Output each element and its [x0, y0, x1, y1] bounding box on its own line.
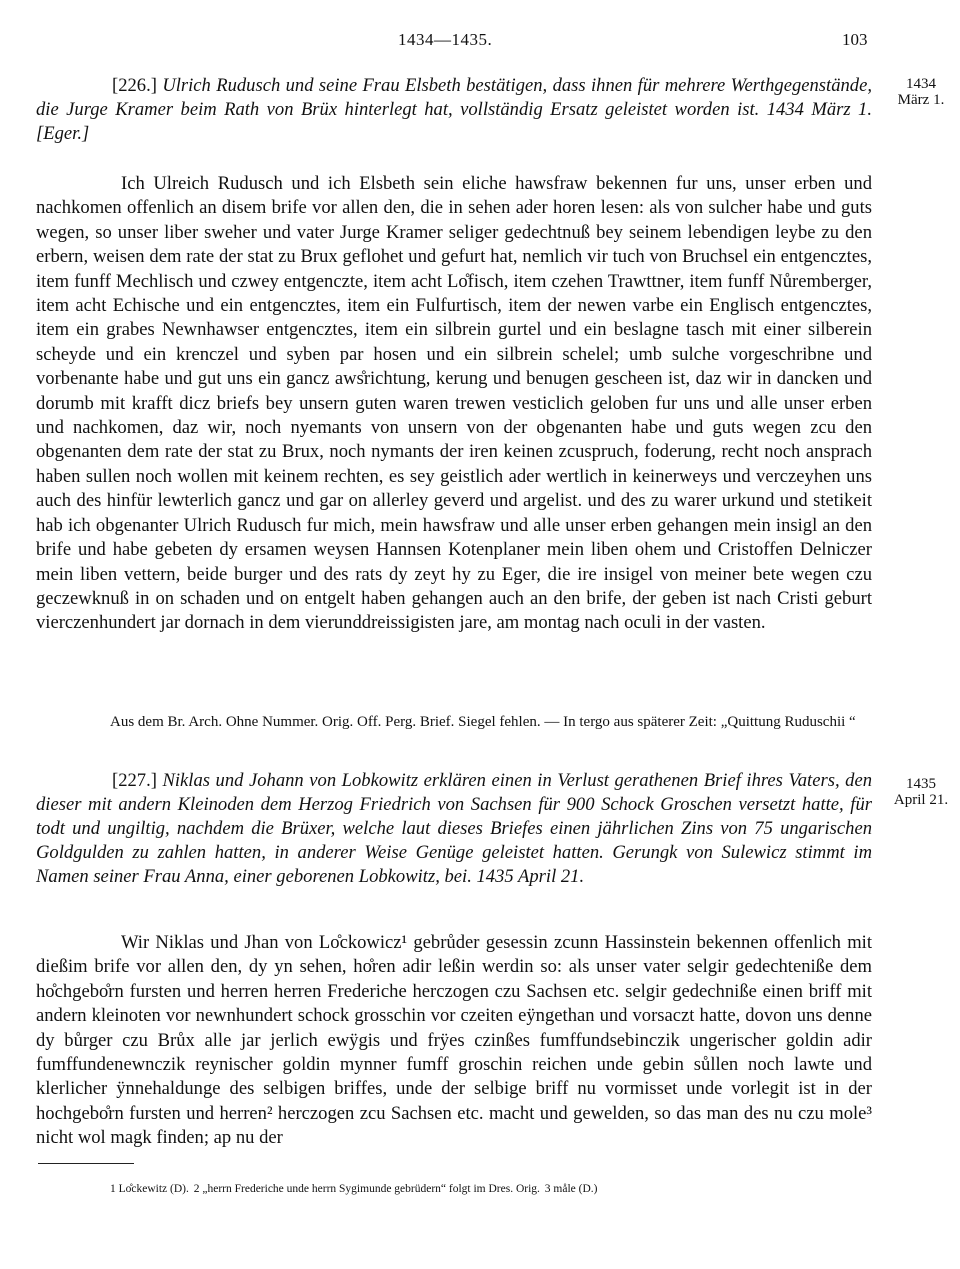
entry-227-summary: Niklas und Johann von Lobkowitz erklären einen in Verlust gerathenen Brief ihres Vaters, den dieser mit andern Kleinoden dem Herzog Friedrich von Sachsen für 900 Schock Groschen versetzt hatte, für todt und ungiltig, nachdem die Brüxer, welche laut dieses Briefes einen jährlichen Zins von 75 ungarischen Goldgulden zu zahlen hatten, in anderer Weise Genüge geleistet hatten. Gerungk von Sulewicz stimmt im Namen seiner Frau Anna, einer geborenen Lobkowitz, bei. 1435 April 21.	[36, 770, 872, 887]
page-number: 103	[842, 30, 868, 49]
entry-227-margin-year: 1435	[906, 776, 936, 792]
entry-226-margin-year: 1434	[906, 76, 936, 92]
entry-227-margin-date	[886, 776, 956, 808]
entry-226-number: [226.]	[112, 75, 157, 96]
running-head	[0, 30, 960, 54]
footnote-2: 2 „herrn Frederiche unde herrn Sygimunde gebrüdern“ folgt im Dres. Orig.	[193, 1183, 540, 1195]
entry-227-margin-day: April 21.	[893, 792, 949, 808]
footnote-1: 1 Lo̊ckewitz (D).	[110, 1183, 189, 1195]
entry-226-margin-date	[886, 76, 956, 108]
footnote-rule	[38, 1163, 134, 1164]
running-head-years: 1434—1435.	[398, 30, 493, 49]
entry-226-body: Ich Ulreich Rudusch und ich Elsbeth sein eliche hawsfraw bekennen fur uns, unser erben und nachkomen offenlich an disem brife vor allen den, die in sehen ader horen lesen: als von sulcher habe und guts wegen, so unser liber sweher und vater Jurge Kramer seliger gedechtnuß bey seinem lebendigen leybe zu den erbern, weisen dem rate der stat zu Brux geflohet und gefurt hat, nemlich vir tuch von Bruchsel ein entgencztes, item funff Mechlisch und czwey entgenczte, item acht Lo̊fisch, item czehen Trawttner, item funff Nůremberger, item acht Echische und ein entgencztes, item ein Fulfurtisch, item der newen varbe ein Englisch entgencztes, item ein grabes Newnhawser entgencztes, item ein silbrein gurtel und ein beslagne tasch mit einer silberein scheyde und ein krenczel und syben par hosen und ein silbrein schelel; umb sulche vorgeschribne und vorbenante habe und gut uns ein gancz aws̊richtung, kerung und benugen gescheen ist, daz wir in dancken und dorumb mit krafft dicz briefs bey unsern guten waren trewen vesticlich geloben fur uns und alle unser erben und nachkomen, daz wir, noch nyemants von unsern von der obgenanten habe und guts wegen zcu den obgenanten dem rate der stat zu Brux, noch nymants der iren keinen zcuspruch, foderung, recht noch ansprach haben sullen noch wollen mit keinem rechten, es sey geistlich ader wertlich in keinerweys und verczeyhen uns auch des hinfür lewterlich gancz und gar on allerley geverd und argelist. und des zu warer urkund und stetikeit hab ich obgenanter Ulrich Rudusch fur mich, mein hawsfraw und alle unser erben gehangen mein insigl an den brife und habe gebeten dy ersamen weysen Hannsen Kotenplaner mein liben ohem und Cristoffen Delniczer mein liben vettern, beide burger und des rats dy zeyt hy zu Eger, die ire insigel von meiner bete wegen czu geczewknuß in on schaden und on entgelt haben gehangen auch an den brife, der geben ist nach Cristi geburt vierczenhundert jar dornach in dem vierunddreissigisten jare, am montag nach oculi in der vasten.	[36, 173, 872, 634]
footnotes	[110, 1183, 600, 1195]
entry-226-margin-day: März 1.	[897, 92, 945, 108]
footnote-3: 3 måle (D.)	[544, 1183, 598, 1195]
entry-227-heading	[36, 769, 872, 889]
entry-226-heading	[36, 74, 872, 146]
entry-227-number: [227.]	[112, 770, 157, 791]
entry-226-summary: Ulrich Rudusch und seine Frau Elsbeth bestätigen, dass ihnen für mehrere Werthgegenstände, die Jurge Kramer beim Rath von Brüx hinterlegt hat, vollständig Ersatz geleistet worden ist. 1434 März 1. [Eger.]	[36, 75, 872, 144]
entry-226-source: Aus dem Br. Arch. Ohne Nummer. Orig. Off. Perg. Brief. Siegel fehlen. — In tergo aus späterer Zeit: „Quittung Ruduschii “	[110, 714, 856, 730]
entry-227-body: Wir Niklas und Jhan von Lo̊ckowicz¹ gebrůder gesessin zcunn Hassinstein bekennen offenlich mit dießim brife vor allen den, dy yn sehen, ho̊ren adir leßin werdin so: als unser vater selgir gedechteniße dem ho̊chgebo̊rn fursten und herren herren Frederiche herczogen czu Sachsen etc. selgir gedechniße einen briff mit andern kleinoten vor newnhundert schock grosschin vor czeiten eÿngethan und vorsaczt hatte, dovon uns denne dy bůrger czu Brůx alle jar jerlich ewÿgis und frÿes czinßes fumffundsebinczik ungerischer goldin adir fumffundenewnczik reynischer goldin mynner fumff groschin reichen unde gebin sůllen noch lawte und klerlicher ÿnnehaldunge des selbigen briffes, unde der selbige briff nu vormisset unde vorlegit ist in der hochgebo̊rn fursten und herren² herczogen zcu Sachsen etc. macht und gewelden, so das man des nu czu mole³ nicht wol magk finden; ap nu der	[36, 932, 872, 1149]
